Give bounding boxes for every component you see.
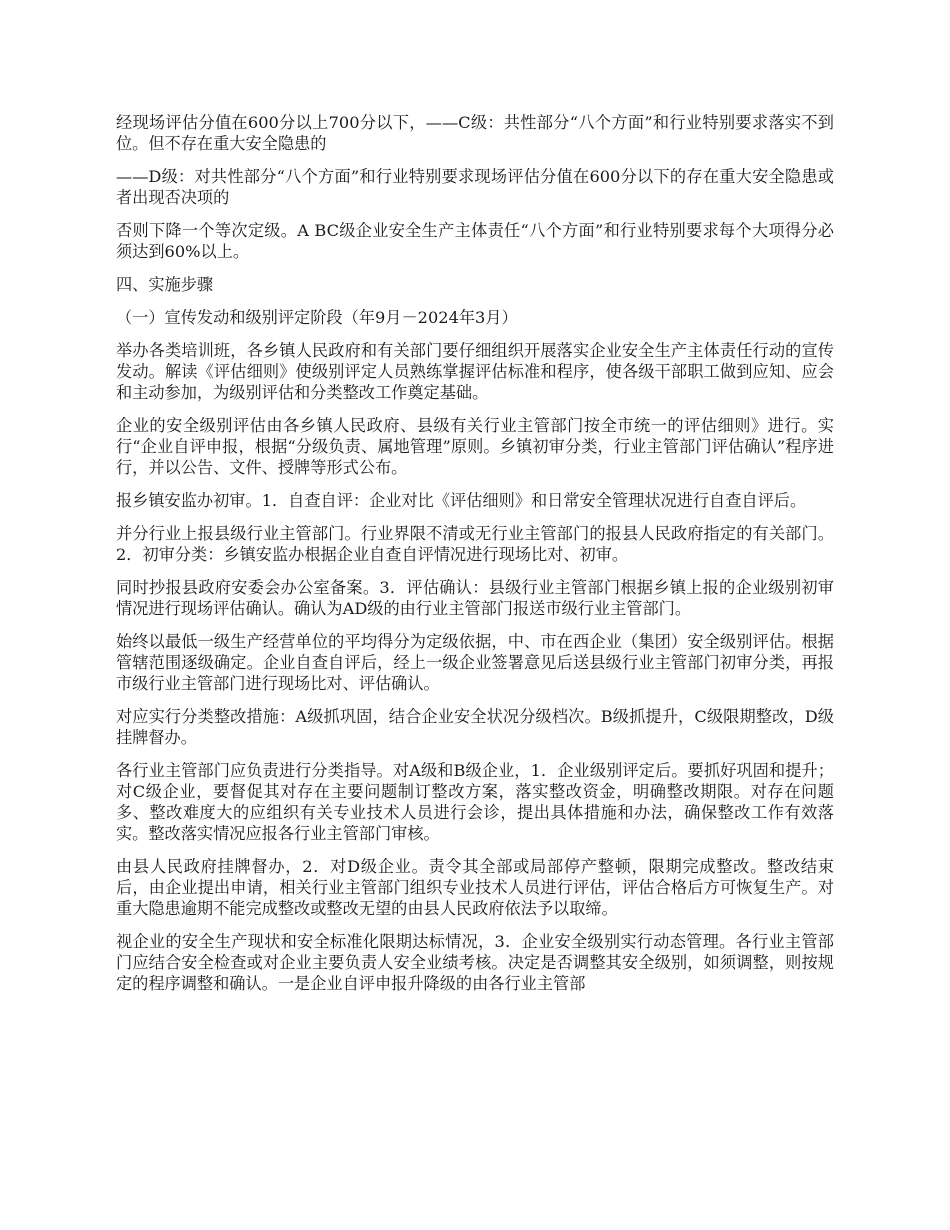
document-page [116, 112, 834, 1006]
paragraph-classified-measures: 对应实行分类整改措施：A级抓巩固，结合企业安全状况分级档次。B级抓提升，C级限期整改，D级挂牌督办。 [116, 707, 834, 747]
paragraph-self-check: 报乡镇安监办初审。1．自查自评：企业对比《评估细则》和日常安全管理状况进行自查自评后。 [116, 491, 807, 510]
section-heading-implementation-steps: 四、实施步骤 [116, 275, 214, 294]
paragraph-training: 举办各类培训班，各乡镇人民政府和有关部门要仔细组织开展落实企业安全生产主体责任行动的宣传发动。解读《评估细则》使级别评定人员熟练掌握评估标准和程序，使各级干部职工做到应知、应会和主动参加，为级别评估和分类整改工作奠定基础。 [116, 341, 834, 402]
subsection-heading-stage-one: （一）宣传发动和级别评定阶段（年9月－2024年3月） [116, 308, 518, 327]
paragraph-evaluation-process: 企业的安全级别评估由各乡镇人民政府、县级有关行业主管部门按全市统一的评估细则》进行。实行“企业自评申报，根据“分级负责、属地管理”原则。乡镇初审分类，行业主管部门评估确认”程序进行，并以公告、文件、授牌等形式公布。 [116, 416, 834, 477]
paragraph-level-d-supervision: 由县人民政府挂牌督办，2．对D级企业。责令其全部或局部停产整顿，限期完成整改。整改结束后，由企业提出申请，相关行业主管部门组织专业技术人员进行评估，评估合格后方可恢复生产。对重大隐患逾期不能完成整改或整改无望的由县人民政府依法予以取缔。 [116, 857, 834, 918]
paragraph-preliminary-review: 并分行业上报县级行业主管部门。行业界限不清或无行业主管部门的报县人民政府指定的有关部门。2．初审分类：乡镇安监办根据企业自查自评情况进行现场比对、初审。 [116, 524, 834, 564]
paragraph-downgrade-rule: 否则下降一个等次定级。A BC级企业安全生产主体责任“八个方面”和行业特别要求每个大项得分必须达到60%以上。 [116, 221, 834, 261]
paragraph-guidance: 各行业主管部门应负责进行分类指导。对A级和B级企业，1．企业级别评定后。要抓好巩固和提升；对C级企业，要督促其对存在主要问题制订整改方案，落实整改资金，明确整改期限。对存在问题多、整改难度大的应组织有关专业技术人员进行会诊，提出具体措施和办法，确保整改工作有效落实。整改落实情况应报各行业主管部门审核。 [116, 761, 834, 843]
paragraph-group-evaluation: 始终以最低一级生产经营单位的平均得分为定级依据，中、市在西企业（集团）安全级别评估。根据管辖范围逐级确定。企业自查自评后，经上一级企业签署意见后送县级行业主管部门初审分类，再报市级行业主管部门进行现场比对、评估确认。 [116, 632, 834, 693]
paragraph-level-c: 经现场评估分值在600分以上700分以下，——C级：共性部分“八个方面”和行业特别要求落实不到位。但不存在重大安全隐患的 [116, 113, 834, 153]
paragraph-confirmation: 同时抄报县政府安委会办公室备案。3．评估确认：县级行业主管部门根据乡镇上报的企业级别初审情况进行现场评估确认。确认为AD级的由行业主管部门报送市级行业主管部门。 [116, 578, 834, 618]
paragraph-level-d: ——D级：对共性部分“八个方面”和行业特别要求现场评估分值在600分以下的存在重大安全隐患或者出现否决项的 [116, 167, 834, 207]
paragraph-dynamic-management: 视企业的安全生产现状和安全标准化限期达标情况，3．企业安全级别实行动态管理。各行业主管部门应结合安全检查或对企业主要负责人安全业绩考核。决定是否调整其安全级别，如须调整，则按规定的程序调整和确认。一是企业自评申报升降级的由各行业主管部 [116, 932, 834, 993]
